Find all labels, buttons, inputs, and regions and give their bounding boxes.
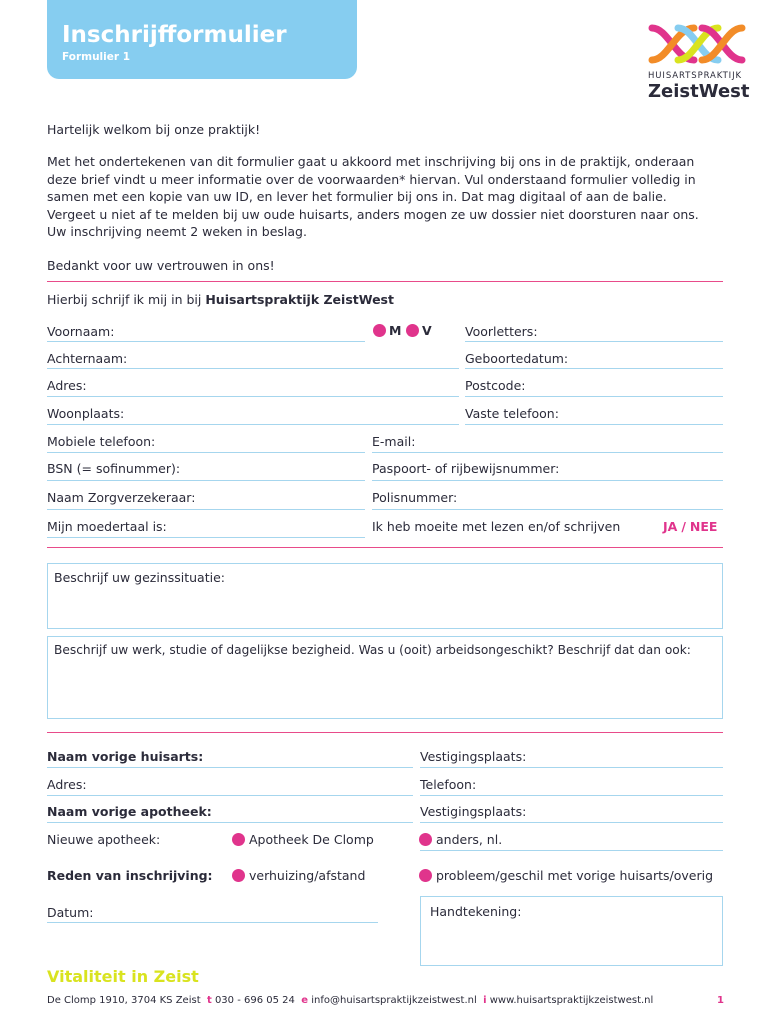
footer-contact [47,995,653,1006]
moedertaal-field[interactable] [47,537,365,538]
verhuizing-label: verhuizing/afstand [249,868,366,883]
zeistwest-logo-icon [648,20,746,68]
page-number: 1 [717,995,724,1006]
apotheek-anders-radio[interactable] [419,833,432,846]
vorige-huisarts-field[interactable] [47,767,413,768]
moedertaal-label: Mijn moedertaal is: [47,519,167,534]
geboortedatum-label: Geboortedatum: [465,351,569,366]
gender-v-radio[interactable] [406,324,419,337]
bsn-label: BSN (= sofinummer): [47,461,181,476]
reden-label: Reden van inschrijving: [47,868,213,883]
gender-v-label: V [422,323,432,338]
adres-field[interactable] [47,396,459,397]
web-marker: i [483,995,487,1006]
email-label: E-mail: [372,434,416,449]
vorige-adres-label: Adres: [47,777,87,792]
ja-option[interactable]: JA [663,519,678,534]
intro-paragraph: Met het ondertekenen van dit formulier gaat u akkoord met inschrijving bij ons in de praktijk, onderaan deze brief vindt u meer informatie over de voorwaarden* hiervan. Vul onderstaand formulier volledig in samen met een kopie van uw ID, en lever het formulier bij ons in. Dat mag digitaal of aan de balie. Vergeet u niet af te melden bij uw oude huisarts, anders mogen ze uw dossier niet doorsturen naar ons. Uw inschrijving neemt 2 weken in beslag. [47,154,699,239]
verhuizing-radio[interactable] [232,869,245,882]
phone-marker: t [206,995,212,1006]
achternaam-label: Achternaam: [47,351,128,366]
apotheek-vestigingsplaats-label: Vestigingsplaats: [420,804,527,819]
paspoort-label: Paspoort- of rijbewijsnummer: [372,461,560,476]
vaste-telefoon-field[interactable] [465,424,723,425]
footer-slogan: Vitaliteit in Zeist [47,967,199,986]
page-title: Inschrijfformulier [62,22,287,48]
probleem-label: probleem/geschil met vorige huisarts/overig [436,868,714,883]
postcode-label: Postcode: [465,378,526,393]
apotheek-vestigingsplaats-field[interactable] [420,822,723,823]
datum-label: Datum: [47,905,94,920]
voorletters-field[interactable] [465,341,723,342]
apotheek-anders-field[interactable] [420,850,723,851]
probleem-radio[interactable] [419,869,432,882]
divider [47,732,723,733]
mobiele-telefoon-field[interactable] [47,452,365,453]
achternaam-field[interactable] [47,368,459,369]
footer-phone[interactable]: 030 - 696 05 24 [214,995,295,1006]
handtekening-label: Handtekening: [430,904,522,919]
woonplaats-label: Woonplaats: [47,406,125,421]
vorige-adres-field[interactable] [47,795,413,796]
polisnummer-label: Polisnummer: [372,490,458,505]
email-field[interactable] [372,452,723,453]
footer-website[interactable]: www.huisartspraktijkzeistwest.nl [489,995,654,1006]
apotheek-de-clomp-label: Apotheek De Clomp [249,832,374,847]
mobiele-telefoon-label: Mobiele telefoon: [47,434,156,449]
adres-label: Adres: [47,378,87,393]
logo-name: ZeistWest [648,81,750,102]
paspoort-field[interactable] [372,480,723,481]
vorige-huisarts-label: Naam vorige huisarts: [47,749,204,764]
zorgverzekeraar-label: Naam Zorgverzekeraar: [47,490,196,505]
vorige-apotheek-label: Naam vorige apotheek: [47,804,212,819]
woonplaats-field[interactable] [47,424,459,425]
datum-field[interactable] [47,922,378,923]
postcode-field[interactable] [465,396,723,397]
email-marker: e [301,995,309,1006]
apotheek-de-clomp-radio[interactable] [232,833,245,846]
register-prefix: Hierbij schrijf ik mij in bij [47,292,206,307]
page-subtitle: Formulier 1 [62,51,131,63]
vestigingsplaats-label: Vestigingsplaats: [420,749,527,764]
thanks-text: Bedankt voor uw vertrouwen in ons! [47,258,275,273]
divider [47,281,723,282]
vorige-telefoon-field[interactable] [420,795,723,796]
voornaam-label: Voornaam: [47,324,115,339]
logo-subtitle: HUISARTSPRAKTIJK [648,71,742,81]
vorige-telefoon-label: Telefoon: [420,777,477,792]
divider [47,547,723,548]
nieuwe-apotheek-label: Nieuwe apotheek: [47,832,161,847]
ja-nee-choice [663,518,717,535]
werk-label: Beschrijf uw werk, studie of dagelijkse bezigheid. Was u (ooit) arbeidsongeschikt? Beschrijf dat dan ook: [54,643,691,657]
lezen-schrijven-label: Ik heb moeite met lezen en/of schrijven [372,519,621,534]
voornaam-field[interactable] [47,341,365,342]
footer-address: De Clomp 1910, 3704 KS Zeist [47,995,201,1006]
gezinssituatie-label: Beschrijf uw gezinssituatie: [54,570,225,585]
zorgverzekeraar-field[interactable] [47,509,365,510]
bsn-field[interactable] [47,480,365,481]
choice-separator: / [681,519,686,534]
gender-m-radio[interactable] [373,324,386,337]
geboortedatum-field[interactable] [465,368,723,369]
voorletters-label: Voorletters: [465,324,538,339]
vestigingsplaats-field[interactable] [420,767,723,768]
register-line [47,291,394,308]
footer-email[interactable]: info@huisartspraktijkzeistwest.nl [311,995,477,1006]
nee-option[interactable]: NEE [689,519,718,534]
greeting: Hartelijk welkom bij onze praktijk! [47,122,261,137]
vorige-apotheek-field[interactable] [47,822,413,823]
vaste-telefoon-label: Vaste telefoon: [465,406,559,421]
practice-name: Huisartspraktijk ZeistWest [205,292,394,307]
polisnummer-field[interactable] [372,509,723,510]
apotheek-anders-label: anders, nl. [436,832,503,847]
gender-m-label: M [389,323,402,338]
